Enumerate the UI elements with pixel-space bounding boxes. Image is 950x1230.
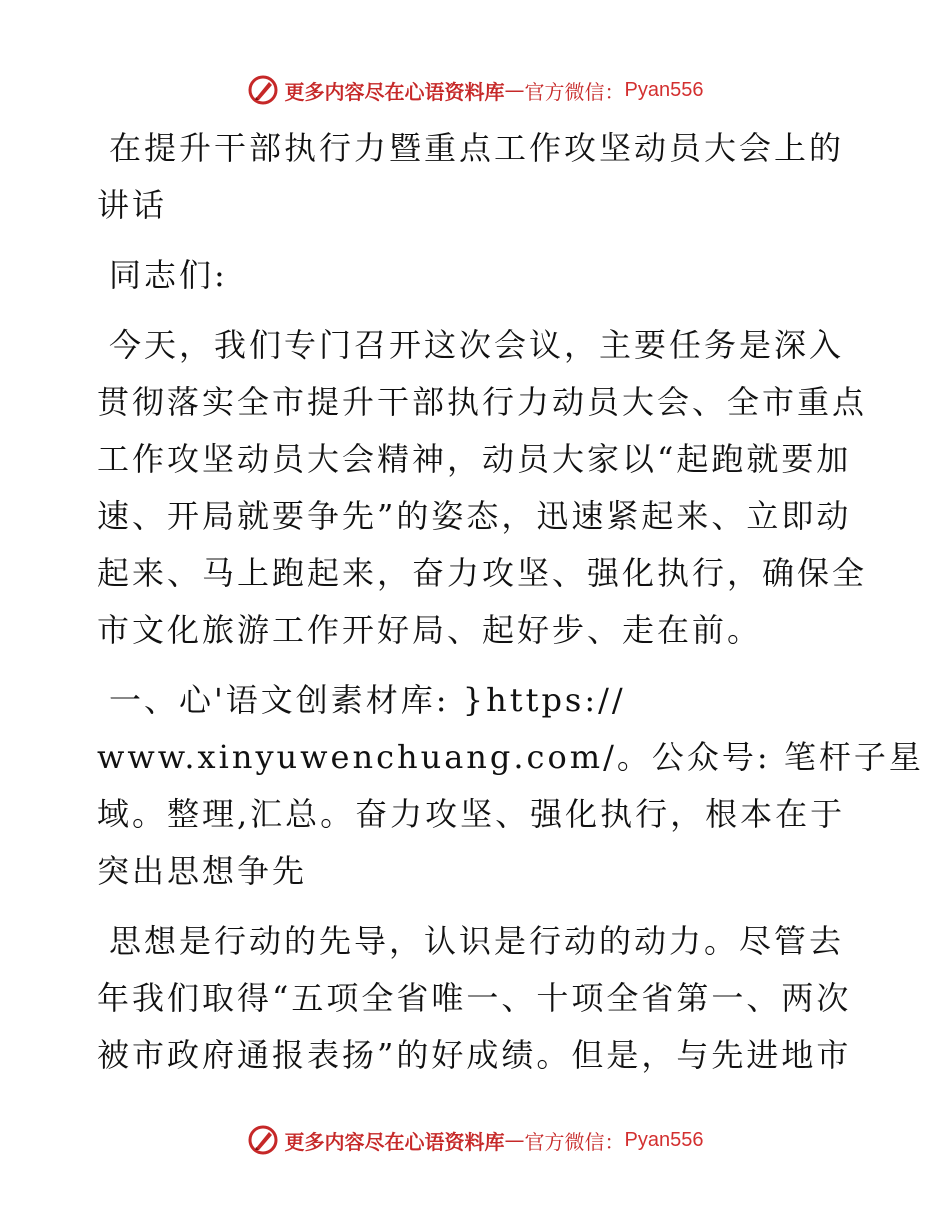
paragraph-line: 市文化旅游工作开好局、起好步、走在前。	[97, 611, 763, 649]
salutation: 同志们:	[109, 256, 228, 294]
title-line: 讲话	[97, 186, 168, 224]
title-line: 在提升干部执行力暨重点工作攻坚动员大会上的	[109, 129, 845, 167]
paragraph-line: 被市政府通报表扬”的好成绩。但是，与先进地市	[97, 1036, 852, 1074]
watermark-header	[0, 70, 950, 110]
quill-logo-icon	[247, 1124, 279, 1156]
heading-line: www.xinyuwenchuang.com/。公众号: 笔杆子星	[97, 738, 924, 776]
heading-line: 一、心'语文创素材库: }https://	[109, 681, 626, 719]
paragraph-line: 贯彻落实全市提升干部执行力动员大会、全市重点	[97, 383, 868, 421]
paragraph-line: 速、开局就要争先”的姿态，迅速紧起来、立即动	[97, 497, 852, 535]
watermark-wechat-id: Pyan556	[624, 1128, 704, 1151]
watermark-wechat-id: Pyan556	[624, 78, 704, 101]
watermark-official: 官方微信：	[524, 1129, 625, 1154]
paragraph-line: 思想是行动的先导，认识是行动的动力。尽管去	[109, 922, 845, 960]
watermark-footer	[0, 1120, 950, 1160]
watermark-dash: —	[504, 78, 525, 102]
quill-logo-icon	[247, 74, 279, 106]
paragraph-line: 年我们取得“五项全省唯一、十项全省第一、两次	[97, 979, 852, 1017]
watermark-brand: 更多内容尽在心语资料库	[284, 79, 505, 104]
watermark-brand: 更多内容尽在心语资料库	[284, 1129, 505, 1154]
paragraph-line: 今天，我们专门召开这次会议，主要任务是深入	[109, 326, 845, 364]
watermark-official: 官方微信：	[524, 79, 625, 104]
heading-line: 域。整理,汇总。奋力攻坚、强化执行，根本在于	[97, 795, 846, 833]
heading-line: 突出思想争先	[97, 852, 308, 890]
watermark-dash: —	[504, 1128, 525, 1152]
document-body	[97, 120, 924, 1084]
paragraph-line: 起来、马上跑起来，奋力攻坚、强化执行，确保全	[97, 554, 868, 592]
paragraph-line: 工作攻坚动员大会精神，动员大家以“起跑就要加	[97, 440, 852, 478]
